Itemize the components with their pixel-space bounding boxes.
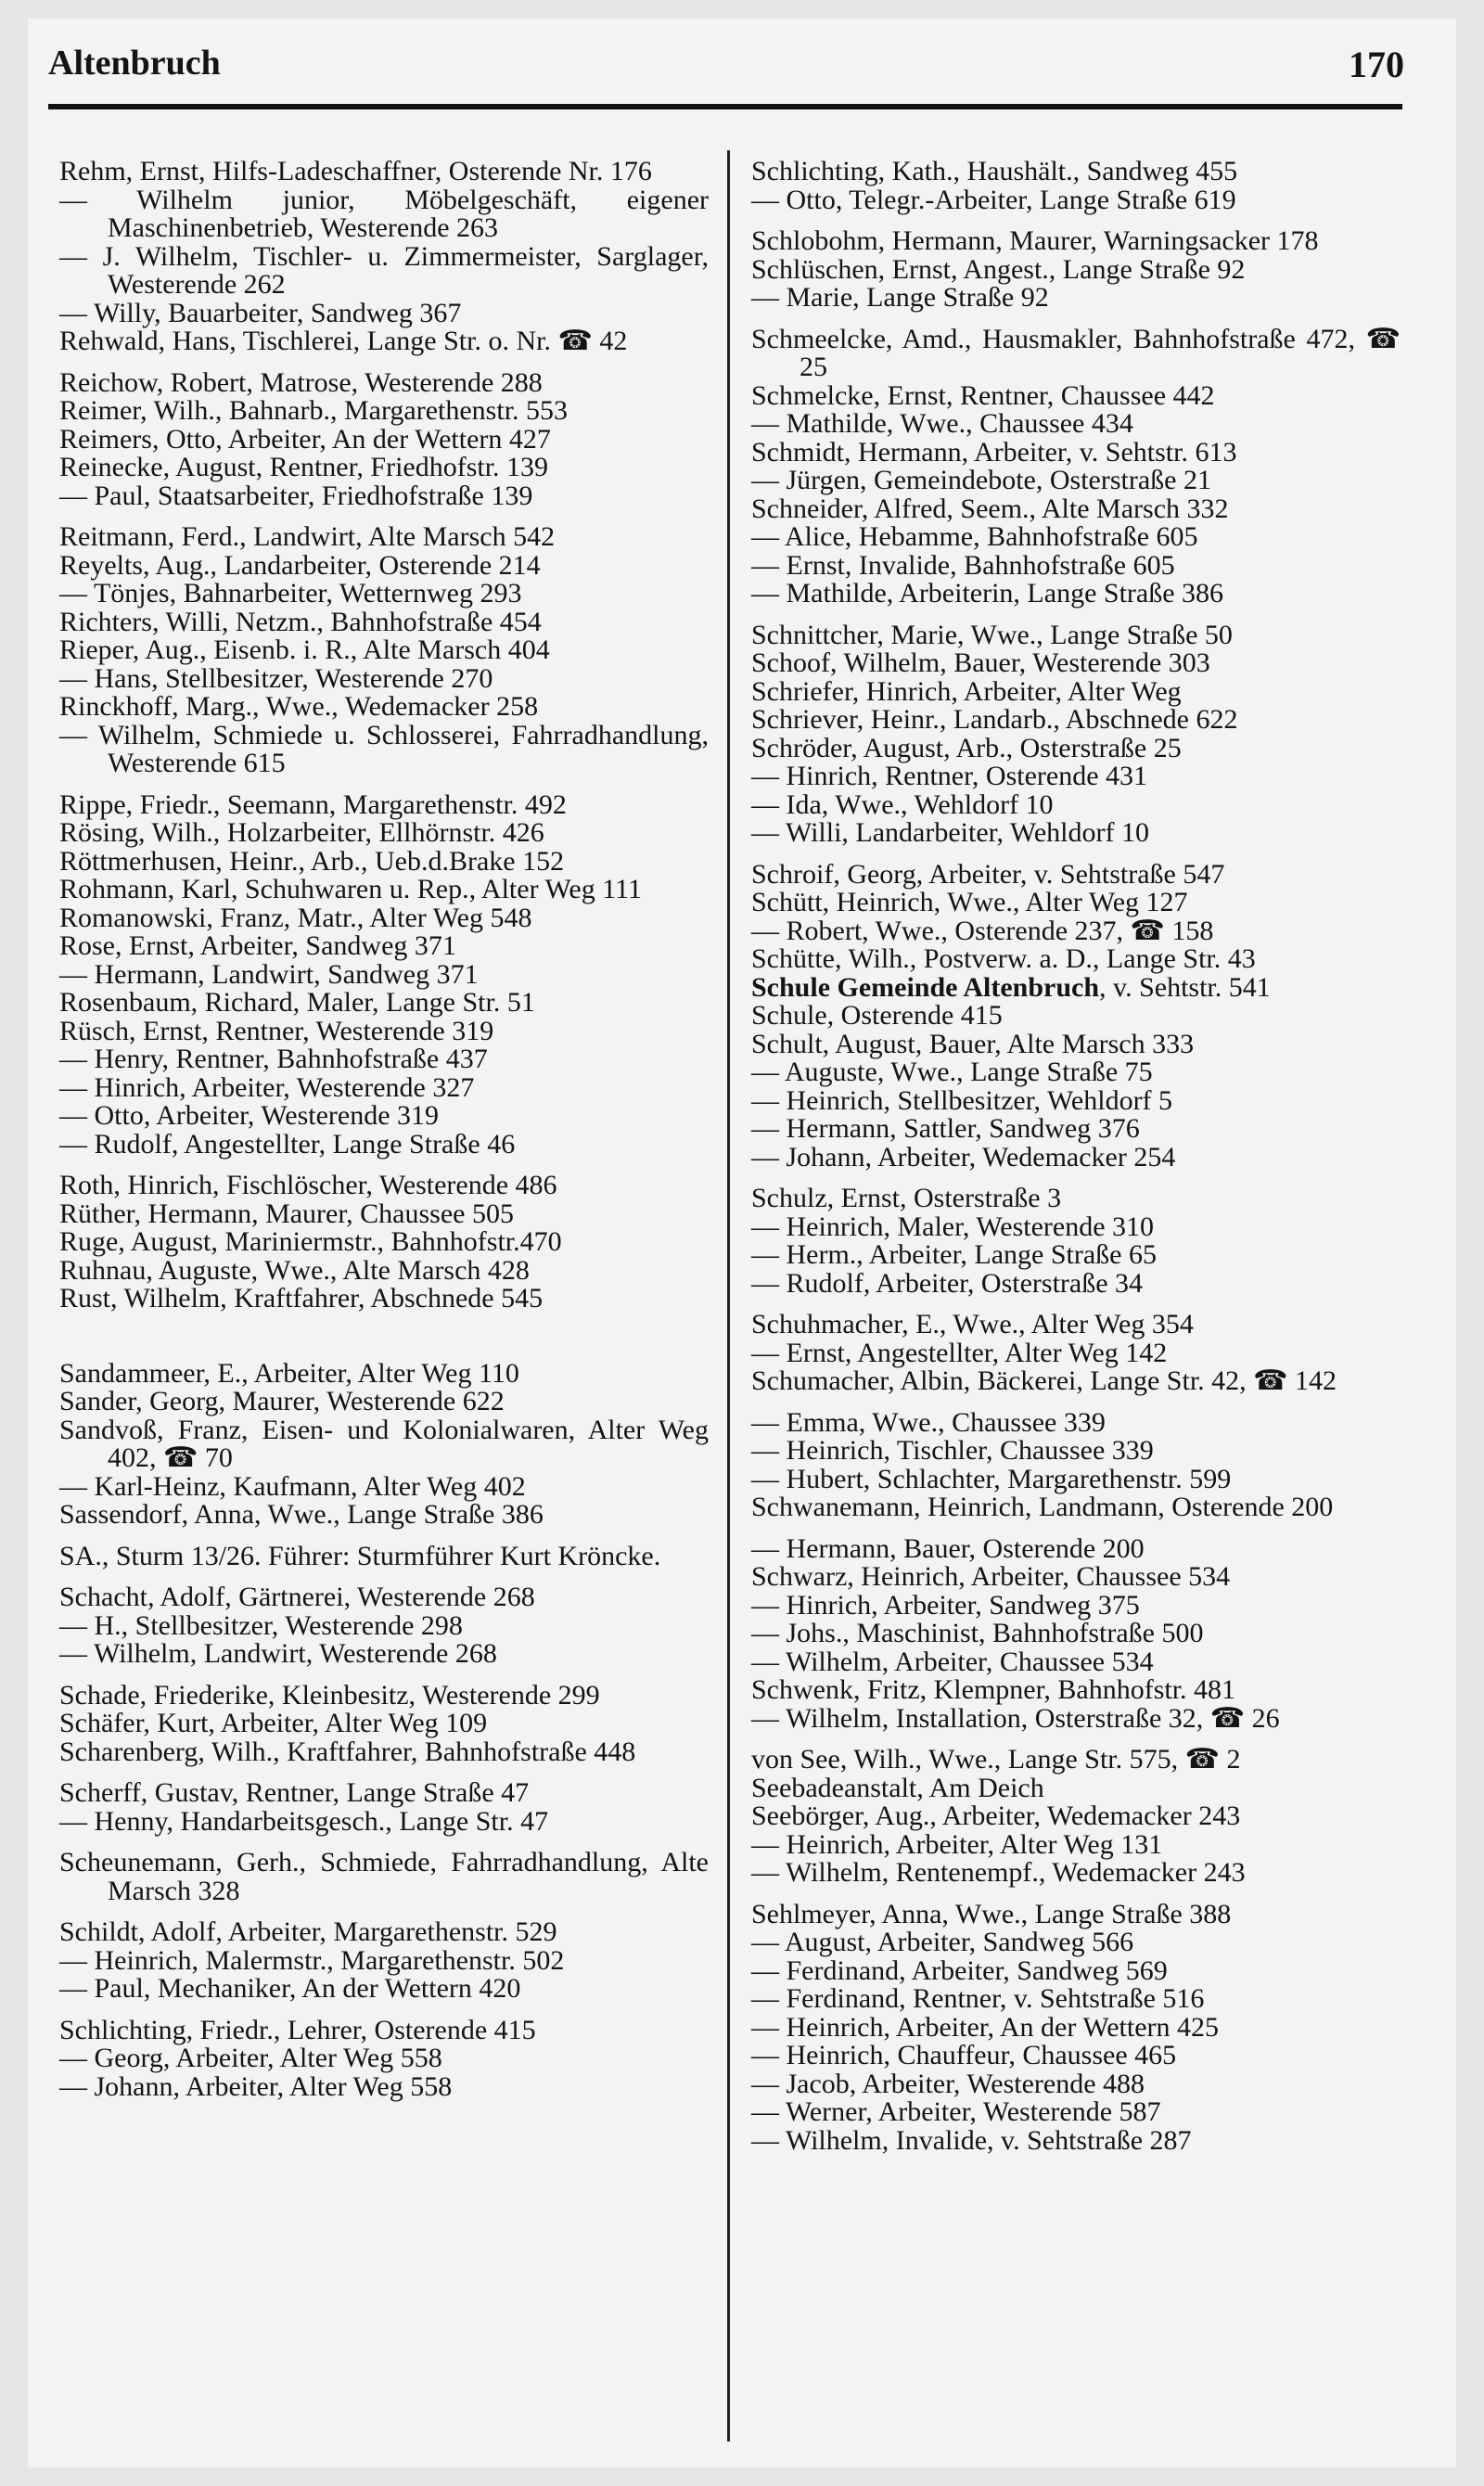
- directory-entry: — Wilhelm, Rentenempf., Wedemacker 243: [751, 1857, 1246, 1888]
- directory-entry: — Hermann, Landwirt, Sandweg 371: [59, 958, 479, 990]
- directory-entry: Sander, Georg, Maurer, Westerende 622: [59, 1386, 505, 1416]
- directory-entry: Romanowski, Franz, Matr., Alter Weg 548: [59, 902, 532, 933]
- directory-entry: — Jürgen, Gemeindebote, Osterstraße 21: [751, 465, 1211, 495]
- directory-entry: Schult, August, Bauer, Alte Marsch 333: [751, 1028, 1195, 1059]
- directory-entry: Seebörger, Aug., Arbeiter, Wedemacker 243: [751, 1800, 1241, 1831]
- directory-entry: — Heinrich, Chauffeur, Chaussee 465: [751, 2040, 1177, 2070]
- directory-entry: Schwanemann, Heinrich, Landmann, Osterende 200: [751, 1492, 1334, 1522]
- directory-entry: Reichow, Robert, Matrose, Westerende 288: [59, 366, 543, 398]
- directory-entry: — Rudolf, Angestellter, Lange Straße 46: [59, 1128, 516, 1160]
- directory-entry: — Johann, Arbeiter, Wedemacker 254: [751, 1141, 1176, 1173]
- directory-entry: — Ferdinand, Arbeiter, Sandweg 569: [751, 1954, 1168, 1986]
- directory-entry: — Werner, Arbeiter, Westerende 587: [751, 2096, 1161, 2127]
- header-rule: [48, 104, 1402, 109]
- directory-entry: — Ernst, Angestellter, Alter Weg 142: [751, 1337, 1168, 1368]
- directory-entry: Reimer, Wilh., Bahnarb., Margarethenstr. 553: [59, 395, 569, 426]
- directory-entry: Schriever, Heinr., Landarb., Abschnede 622: [751, 704, 1238, 735]
- directory-entry: Reitmann, Ferd., Landwirt, Alte Marsch 542: [59, 521, 556, 552]
- directory-entry: Schmeelcke, Amd., Hausmakler, Bahnhofstraße 472, ☎ 25: [751, 323, 1401, 382]
- directory-entry: Schlobohm, Hermann, Maurer, Warningsacker 178: [751, 225, 1319, 256]
- directory-entry: Schumacher, Albin, Bäckerei, Lange Str. 42, ☎ 142: [751, 1365, 1337, 1396]
- directory-entry: Roth, Hinrich, Fischlöscher, Westerende 486: [59, 1170, 557, 1200]
- directory-entry: — Heinrich, Arbeiter, Alter Weg 131: [751, 1828, 1163, 1860]
- directory-entry: — Auguste, Wwe., Lange Straße 75: [751, 1057, 1153, 1087]
- directory-entry: — Heinrich, Arbeiter, An der Wettern 425: [751, 2011, 1220, 2043]
- directory-entry: — Jacob, Arbeiter, Westerende 488: [751, 2068, 1145, 2099]
- directory-entry: — Hinrich, Rentner, Osterende 431: [751, 761, 1148, 791]
- directory-entry: — Hermann, Bauer, Osterende 200: [751, 1532, 1145, 1564]
- right-column: [751, 158, 1401, 2155]
- directory-entry: Rippe, Friedr., Seemann, Margarethenstr. 492: [59, 788, 567, 820]
- directory-entry: Schule, Osterende 415: [751, 1000, 1003, 1031]
- directory-entry: Schlüschen, Ernst, Angest., Lange Straße 92: [751, 253, 1246, 285]
- directory-entry: — Henny, Handarbeitsgesch., Lange Str. 47: [59, 1805, 549, 1837]
- directory-entry: Sandammeer, E., Arbeiter, Alter Weg 110: [59, 1357, 519, 1389]
- entry-bold-lead: Schule Gemeinde Altenbruch: [751, 971, 1100, 1003]
- directory-entry: Sandvoß, Franz, Eisen- und Kolonialwaren, Alter Weg 402, ☎ 70: [59, 1414, 709, 1473]
- directory-entry: — Ida, Wwe., Wehldorf 10: [751, 788, 1054, 820]
- directory-entry: von See, Wilh., Wwe., Lange Str. 575, ☎ 2: [751, 1744, 1241, 1775]
- directory-entry: SA., Sturm 13/26. Führer: Sturmführer Kurt Kröncke.: [59, 1540, 661, 1571]
- directory-entry: — Ernst, Invalide, Bahnhofstraße 605: [751, 549, 1175, 581]
- directory-entry: — Wilhelm, Landwirt, Westerende 268: [59, 1638, 497, 1669]
- directory-entry: Rohmann, Karl, Schuhwaren u. Rep., Alter Weg 111: [59, 874, 643, 904]
- directory-entry: Seebadeanstalt, Am Deich: [751, 1772, 1044, 1803]
- directory-entry: Rehwald, Hans, Tischlerei, Lange Str. o. Nr. ☎ 42: [59, 326, 628, 356]
- directory-entry: Rosenbaum, Richard, Maler, Lange Str. 51: [59, 987, 535, 1018]
- directory-entry: — Hans, Stellbesitzer, Westerende 270: [59, 662, 493, 694]
- directory-entry: Röttmerhusen, Heinr., Arb., Ueb.d.Brake 152: [59, 845, 565, 877]
- directory-page: [28, 19, 1456, 2467]
- directory-entry: Schildt, Adolf, Arbeiter, Margarethenstr. 529: [59, 1916, 557, 1947]
- directory-entry: — Willi, Landarbeiter, Wehldorf 10: [751, 817, 1149, 848]
- directory-entry: — Wilhelm junior, Möbelgeschäft, eigener Maschinenbetrieb, Westerende 263: [59, 184, 709, 243]
- directory-entry: Rösing, Wilh., Holzarbeiter, Ellhörnstr. 426: [59, 817, 544, 848]
- directory-entry: — Georg, Arbeiter, Alter Weg 558: [59, 2043, 442, 2073]
- directory-entry: — Wilhelm, Schmiede u. Schlosserei, Fahrradhandlung, Westerende 615: [59, 719, 709, 778]
- directory-entry: — Willy, Bauarbeiter, Sandweg 367: [59, 297, 462, 328]
- directory-entry: Schütte, Wilh., Postverw. a. D., Lange Str. 43: [751, 943, 1256, 974]
- directory-entry: — August, Arbeiter, Sandweg 566: [751, 1927, 1134, 1957]
- directory-entry: Schütt, Heinrich, Wwe., Alter Weg 127: [751, 887, 1188, 917]
- directory-entry: — Henry, Rentner, Bahnhofstraße 437: [59, 1044, 488, 1074]
- directory-entry: Reyelts, Aug., Landarbeiter, Osterende 214: [59, 549, 541, 581]
- directory-entry: — Alice, Hebamme, Bahnhofstraße 605: [751, 521, 1198, 552]
- directory-entry: Schule Gemeinde Altenbruch, v. Sehtstr. 541: [751, 971, 1271, 1003]
- directory-entry: — Herm., Arbeiter, Lange Straße 65: [751, 1239, 1157, 1270]
- directory-entry: Schwenk, Fritz, Klempner, Bahnhofstr. 481: [751, 1674, 1236, 1705]
- directory-entry: Sassendorf, Anna, Wwe., Lange Straße 386: [59, 1499, 544, 1530]
- directory-entry: Rüsch, Ernst, Rentner, Westerende 319: [59, 1015, 494, 1046]
- directory-entry: — Johs., Maschinist, Bahnhofstraße 500: [751, 1618, 1204, 1648]
- directory-entry: — Wilhelm, Invalide, v. Sehtstraße 287: [751, 2124, 1192, 2156]
- directory-entry: — Johann, Arbeiter, Alter Weg 558: [59, 2070, 453, 2102]
- directory-entry: Schäfer, Kurt, Arbeiter, Alter Weg 109: [59, 1708, 488, 1738]
- directory-entry: — Wilhelm, Arbeiter, Chaussee 534: [751, 1646, 1154, 1677]
- directory-entry: — Wilhelm, Installation, Osterstraße 32, ☎ 26: [751, 1702, 1280, 1734]
- directory-entry: — Heinrich, Stellbesitzer, Wehldorf 5: [751, 1084, 1173, 1116]
- directory-entry: — Rudolf, Arbeiter, Osterstraße 34: [751, 1267, 1144, 1299]
- directory-entry: — Mathilde, Arbeiterin, Lange Straße 386: [751, 578, 1224, 609]
- directory-entry: — H., Stellbesitzer, Westerende 298: [59, 1609, 463, 1641]
- directory-entry: Schacht, Adolf, Gärtnerei, Westerende 268: [59, 1582, 535, 1612]
- directory-entry: Schroif, Georg, Arbeiter, v. Sehtstraße 547: [751, 858, 1225, 890]
- directory-entry: — Emma, Wwe., Chaussee 339: [751, 1406, 1106, 1438]
- directory-entry: Schmelcke, Ernst, Rentner, Chaussee 442: [751, 379, 1215, 411]
- directory-entry: Rust, Wilhelm, Kraftfahrer, Abschnede 545: [59, 1283, 544, 1313]
- directory-entry: Schlichting, Kath., Haushält., Sandweg 455: [751, 156, 1238, 186]
- directory-entry: Schulz, Ernst, Osterstraße 3: [751, 1183, 1062, 1213]
- directory-entry: Richters, Willi, Netzm., Bahnhofstraße 454: [59, 606, 542, 637]
- directory-entry: — Heinrich, Malermstr., Margarethenstr. 502: [59, 1944, 565, 1976]
- page-number: 170: [1349, 44, 1404, 85]
- directory-entry: Scherff, Gustav, Rentner, Lange Straße 47: [59, 1777, 530, 1808]
- directory-entry: — Hinrich, Arbeiter, Sandweg 375: [751, 1589, 1140, 1621]
- directory-entry: — Tönjes, Bahnarbeiter, Wetternweg 293: [59, 578, 522, 609]
- directory-entry: Scharenberg, Wilh., Kraftfahrer, Bahnhofstraße 448: [59, 1736, 636, 1767]
- directory-entry: — Hermann, Sattler, Sandweg 376: [751, 1113, 1140, 1144]
- directory-entry: Schlichting, Friedr., Lehrer, Osterende 415: [59, 2014, 536, 2045]
- directory-entry: — Mathilde, Wwe., Chaussee 434: [751, 408, 1133, 439]
- directory-entry: — Otto, Arbeiter, Westerende 319: [59, 1100, 440, 1131]
- directory-entry: — Karl-Heinz, Kaufmann, Alter Weg 402: [59, 1470, 526, 1502]
- directory-entry: Schuhmacher, E., Wwe., Alter Weg 354: [751, 1309, 1194, 1339]
- directory-entry: Ruhnau, Auguste, Wwe., Alte Marsch 428: [59, 1254, 530, 1286]
- directory-entry: — Paul, Mechaniker, An der Wettern 420: [59, 1973, 521, 2004]
- directory-entry: Schnittcher, Marie, Wwe., Lange Straße 50: [751, 619, 1233, 650]
- directory-entry: Reinecke, August, Rentner, Friedhofstr. 139: [59, 452, 549, 482]
- directory-entry: Schriefer, Hinrich, Arbeiter, Alter Weg: [751, 675, 1182, 707]
- directory-entry: Ruge, August, Mariniermstr., Bahnhofstr.470: [59, 1226, 562, 1257]
- directory-entry: — J. Wilhelm, Tischler- u. Zimmermeister, Sarglager, Westerende 262: [59, 240, 709, 300]
- directory-entry: Rose, Ernst, Arbeiter, Sandweg 371: [59, 930, 456, 961]
- directory-entry: Schmidt, Hermann, Arbeiter, v. Sehtstr. 613: [751, 436, 1237, 468]
- directory-entry: Reimers, Otto, Arbeiter, An der Wettern 427: [59, 423, 551, 455]
- directory-entry: — Robert, Wwe., Osterende 237, ☎ 158: [751, 915, 1214, 946]
- running-title: Altenbruch: [48, 44, 221, 83]
- directory-entry: — Heinrich, Tischler, Chaussee 339: [751, 1435, 1154, 1466]
- directory-entry: Schade, Friederike, Kleinbesitz, Westerende 299: [59, 1679, 600, 1711]
- directory-entry: — Ferdinand, Rentner, v. Sehtstraße 516: [751, 1983, 1205, 2014]
- directory-entry: — Marie, Lange Straße 92: [751, 282, 1049, 313]
- directory-entry: Schröder, August, Arb., Osterstraße 25: [751, 732, 1182, 763]
- directory-entry: Schwarz, Heinrich, Arbeiter, Chaussee 534: [751, 1561, 1231, 1592]
- column-divider: [727, 150, 730, 2441]
- directory-entry: Rüther, Hermann, Maurer, Chaussee 505: [59, 1198, 514, 1229]
- directory-entry: — Heinrich, Maler, Westerende 310: [751, 1211, 1155, 1242]
- directory-entry: — Otto, Telegr.-Arbeiter, Lange Straße 619: [751, 184, 1236, 215]
- directory-entry: — Hubert, Schlachter, Margarethenstr. 599: [751, 1463, 1232, 1494]
- directory-entry: Schneider, Alfred, Seem., Alte Marsch 332: [751, 493, 1229, 524]
- directory-entry: Rehm, Ernst, Hilfs-Ladeschaffner, Osterende Nr. 176: [59, 156, 652, 186]
- directory-entry: Schoof, Wilhelm, Bauer, Westerende 303: [751, 647, 1210, 678]
- directory-entry: Rieper, Aug., Eisenb. i. R., Alte Marsch 404: [59, 634, 550, 665]
- left-column: [59, 158, 709, 2101]
- directory-entry: Rinckhoff, Marg., Wwe., Wedemacker 258: [59, 691, 539, 722]
- directory-entry: Scheunemann, Gerh., Schmiede, Fahrradhandlung, Alte Marsch 328: [59, 1847, 709, 1906]
- directory-entry: — Paul, Staatsarbeiter, Friedhofstraße 139: [59, 480, 533, 511]
- directory-entry: Sehlmeyer, Anna, Wwe., Lange Straße 388: [751, 1898, 1232, 1929]
- directory-entry: — Hinrich, Arbeiter, Westerende 327: [59, 1071, 475, 1103]
